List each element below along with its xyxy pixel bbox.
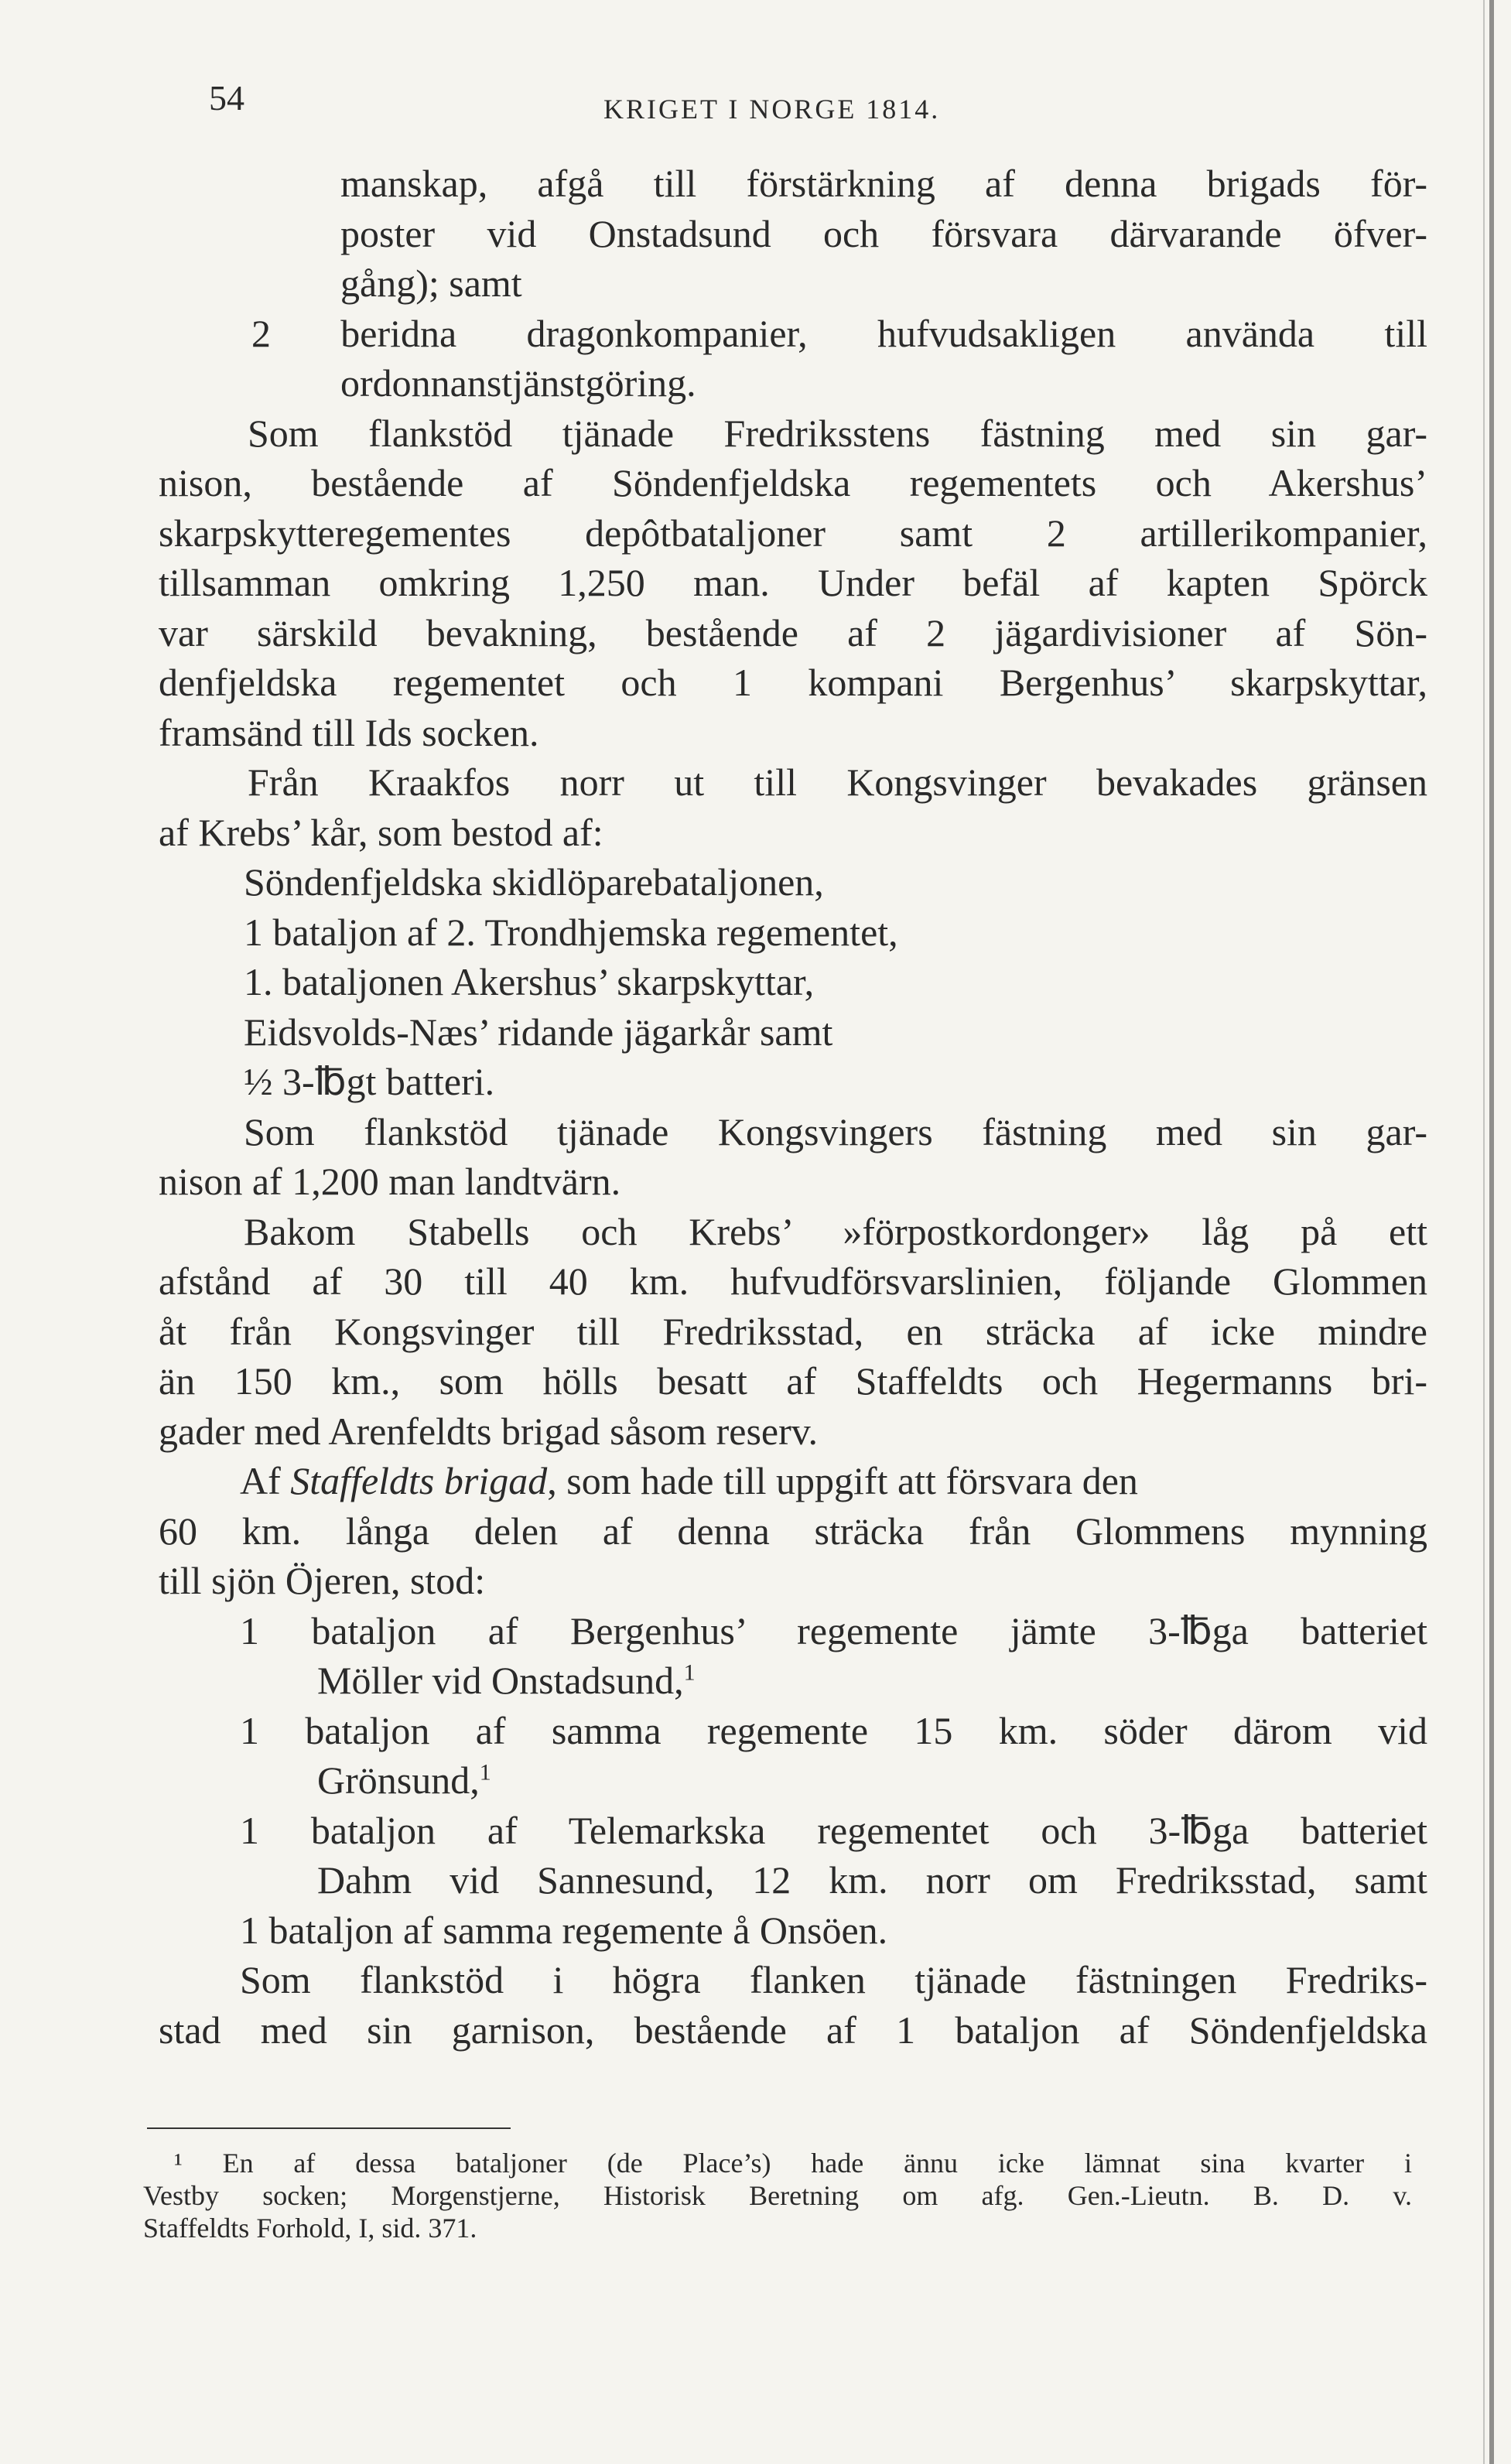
footnotes <box>143 2147 1412 2244</box>
text-line: gader med Arenfeldts brigad såsom reserv. <box>159 1409 819 1453</box>
text-line: af Krebs’ kår, som bestod af: <box>159 810 603 854</box>
text-line: 60 km. långa delen af denna sträcka från Glommens mynning <box>159 1509 1427 1553</box>
text-line: Från Kraakfos norr ut till Kongsvinger bevakades gränsen <box>248 760 1427 804</box>
text-line: stad med sin garnison, bestående af 1 bataljon af Söndenfjeldska <box>159 2008 1427 2052</box>
text-line: tillsamman omkring 1,250 man. Under befäl af kapten Spörck <box>159 561 1427 604</box>
text-line: Bakom Stabells och Krebs’ »förpostkordonger» låg på ett <box>244 1209 1427 1253</box>
running-head: KRIGET I NORGE 1814. <box>603 94 941 125</box>
text-line: 1 bataljon af Bergenhus’ regemente jämte 3-℔ga batteriet <box>240 1608 1427 1652</box>
text-line: Som flankstöd tjänade Fredriksstens fästning med sin gar- <box>248 411 1427 455</box>
text-line: Som flankstöd i högra flanken tjänade fästningen Fredriks- <box>240 1958 1427 2001</box>
footnote-line: Vestby socken; Morgenstjerne, Historisk Beretning om afg. Gen.-Lieutn. B. D. v. <box>143 2180 1412 2211</box>
page-edge-shadow <box>1489 0 1494 2464</box>
text-line: skarpskytteregementes depôtbataljoner samt 2 artillerikompanier, <box>159 511 1427 555</box>
text-line: 1. bataljonen Akershus’ skarpskyttar, <box>244 960 815 1003</box>
text-line: Eidsvolds-Næs’ ridande jägarkår samt <box>244 1010 833 1054</box>
text-line: afstånd af 30 till 40 km. hufvudförsvarslinien, följande Glommen <box>159 1259 1427 1303</box>
text-line: till sjön Öjeren, stod: <box>159 1559 486 1602</box>
text-line: nison af 1,200 man landtvärn. <box>159 1160 621 1203</box>
footnote-line: ¹ En af dessa bataljoner (de Place’s) hade ännu icke lämnat sina kvarter i <box>174 2148 1412 2179</box>
text-line: 1 bataljon af samma regemente 15 km. söder därom vid <box>240 1708 1427 1752</box>
footnote-marker[interactable]: 1 <box>683 1659 696 1686</box>
page-edge-line <box>1483 0 1485 2464</box>
text-run: , som hade till uppgift att försvara den <box>547 1459 1138 1502</box>
text-line: ½ 3-℔gt batteri. <box>244 1060 495 1103</box>
body-text <box>159 159 1427 2055</box>
text-run: Af <box>240 1459 291 1502</box>
text-line: 1 bataljon af 2. Trondhjemska regementet, <box>244 910 898 954</box>
text-line <box>159 1755 1427 1806</box>
text-line: åt från Kongsvinger till Fredriksstad, en sträcka af icke mindre <box>159 1309 1427 1353</box>
text-run: Möller vid Onstadsund, <box>317 1659 684 1702</box>
text-line: denfjeldska regementet och 1 kompani Bergenhus’ skarpskyttar, <box>159 661 1427 704</box>
text-line: ordonnanstjänstgöring. <box>340 361 696 405</box>
text-line: Dahm vid Sannesund, 12 km. norr om Fredriksstad, samt <box>317 1858 1427 1902</box>
text-line: Som flankstöd tjänade Kongsvingers fästning med sin gar- <box>244 1109 1427 1153</box>
text-line: 2 beridna dragonkompanier, hufvudsakligen använda till <box>251 311 1427 355</box>
footnote-divider <box>147 2127 511 2129</box>
italic-text: Staffeldts brigad <box>290 1459 548 1502</box>
footnote-marker[interactable]: 1 <box>479 1759 491 1786</box>
text-line: var särskild bevakning, bestående af 2 jägardivisioner af Sön- <box>159 610 1427 654</box>
page-number: 54 <box>209 78 244 118</box>
text-line: 1 bataljon af Telemarkska regementet och 3-℔ga batteriet <box>240 1808 1427 1852</box>
text-line: än 150 km., som hölls besatt af Staffeldts och Hegermanns bri- <box>159 1359 1427 1403</box>
text-line: gång); samt <box>340 261 522 305</box>
text-run: Grönsund, <box>317 1758 480 1802</box>
text-line: 1 bataljon af samma regemente å Onsöen. <box>240 1908 888 1952</box>
footnote-line: Staffeldts Forhold, I, sid. 371. <box>143 2213 477 2244</box>
text-line <box>159 1656 1427 1706</box>
page-header <box>209 77 1447 132</box>
text-line: manskap, afgå till förstärkning af denna brigads för- <box>340 162 1427 205</box>
text-line <box>159 1456 1427 1506</box>
text-line: Söndenfjeldska skidlöparebataljonen, <box>244 860 824 904</box>
text-line: poster vid Onstadsund och försvara därvarande öfver- <box>340 211 1427 255</box>
text-line: framsänd till Ids socken. <box>159 710 539 754</box>
text-line: nison, bestående af Söndenfjeldska regementets och Akershus’ <box>159 461 1427 504</box>
